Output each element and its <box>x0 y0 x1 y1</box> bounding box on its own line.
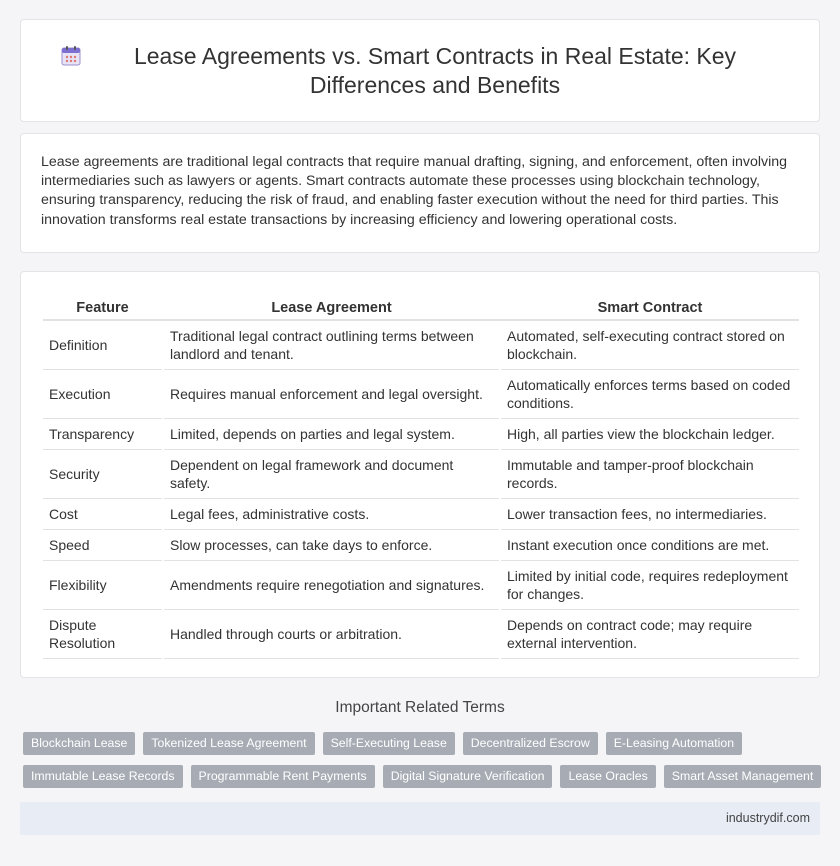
row-feature: Security <box>43 449 163 498</box>
related-terms-heading: Important Related Terms <box>335 699 505 716</box>
row-feature: Transparency <box>43 418 163 449</box>
table-row <box>43 529 799 560</box>
related-term-tag[interactable]: Tokenized Lease Agreement <box>143 732 314 755</box>
comparison-table <box>43 296 799 659</box>
table-row <box>43 369 799 418</box>
related-term-tag[interactable]: Decentralized Escrow <box>463 732 598 755</box>
row-lease-value: Limited, depends on parties and legal system. <box>163 418 500 449</box>
row-feature: Execution <box>43 369 163 418</box>
table-header-row <box>43 296 799 320</box>
related-terms-tags <box>23 732 823 798</box>
related-term-tag[interactable]: Smart Asset Management <box>664 765 821 788</box>
row-lease-value: Traditional legal contract outlining terms between landlord and tenant. <box>163 320 500 369</box>
table-row <box>43 560 799 609</box>
title-card <box>20 19 820 122</box>
table-row <box>43 498 799 529</box>
related-term-tag[interactable]: Lease Oracles <box>560 765 655 788</box>
table-row <box>43 609 799 658</box>
table-row <box>43 449 799 498</box>
related-term-tag[interactable]: E-Leasing Automation <box>606 732 742 755</box>
row-smart-value: High, all parties view the blockchain ledger. <box>500 418 799 449</box>
row-smart-value: Limited by initial code, requires redeployment for changes. <box>500 560 799 609</box>
related-term-tag[interactable]: Programmable Rent Payments <box>191 765 375 788</box>
row-smart-value: Depends on contract code; may require external intervention. <box>500 609 799 658</box>
tag-row <box>23 732 823 755</box>
related-term-tag[interactable]: Immutable Lease Records <box>23 765 183 788</box>
row-feature: Speed <box>43 529 163 560</box>
row-smart-value: Immutable and tamper-proof blockchain records. <box>500 449 799 498</box>
row-smart-value: Lower transaction fees, no intermediaries. <box>500 498 799 529</box>
row-feature: Dispute Resolution <box>43 609 163 658</box>
row-lease-value: Amendments require renegotiation and signatures. <box>163 560 500 609</box>
related-term-tag[interactable]: Blockchain Lease <box>23 732 135 755</box>
row-feature: Definition <box>43 320 163 369</box>
footer-site-link[interactable]: industrydif.com <box>725 811 810 825</box>
row-smart-value: Automated, self-executing contract stored on blockchain. <box>500 320 799 369</box>
page-title: Lease Agreements vs. Smart Contracts in Real Estate: Key Differences and Benefits <box>133 42 737 98</box>
tag-row <box>23 765 823 788</box>
related-term-tag[interactable]: Digital Signature Verification <box>383 765 553 788</box>
table-row <box>43 418 799 449</box>
row-feature: Cost <box>43 498 163 529</box>
row-smart-value: Instant execution once conditions are met. <box>500 529 799 560</box>
footer <box>20 802 820 835</box>
row-lease-value: Legal fees, administrative costs. <box>163 498 500 529</box>
row-lease-value: Requires manual enforcement and legal oversight. <box>163 369 500 418</box>
comparison-table-card <box>20 271 820 678</box>
header-smart-contract: Smart Contract <box>500 296 799 320</box>
intro-card <box>20 133 820 253</box>
row-smart-value: Automatically enforces terms based on coded conditions. <box>500 369 799 418</box>
header-feature: Feature <box>43 296 163 320</box>
header-lease-agreement: Lease Agreement <box>163 296 500 320</box>
row-lease-value: Slow processes, can take days to enforce. <box>163 529 500 560</box>
row-lease-value: Handled through courts or arbitration. <box>163 609 500 658</box>
intro-paragraph: Lease agreements are traditional legal contracts that require manual drafting, signing, and enforcement, often involving intermediaries such as lawyers or agents. Smart contracts automate these processes using blockchain technology, ensuring transparency, reducing the risk of fraud, and enabling faster execution without the need for third parties. This innovation transforms real estate transactions by increasing efficiency and lowering operational costs. <box>41 154 788 228</box>
row-lease-value: Dependent on legal framework and document safety. <box>163 449 500 498</box>
related-term-tag[interactable]: Self-Executing Lease <box>323 732 455 755</box>
table-row <box>43 320 799 369</box>
row-feature: Flexibility <box>43 560 163 609</box>
calendar-icon <box>60 45 82 67</box>
